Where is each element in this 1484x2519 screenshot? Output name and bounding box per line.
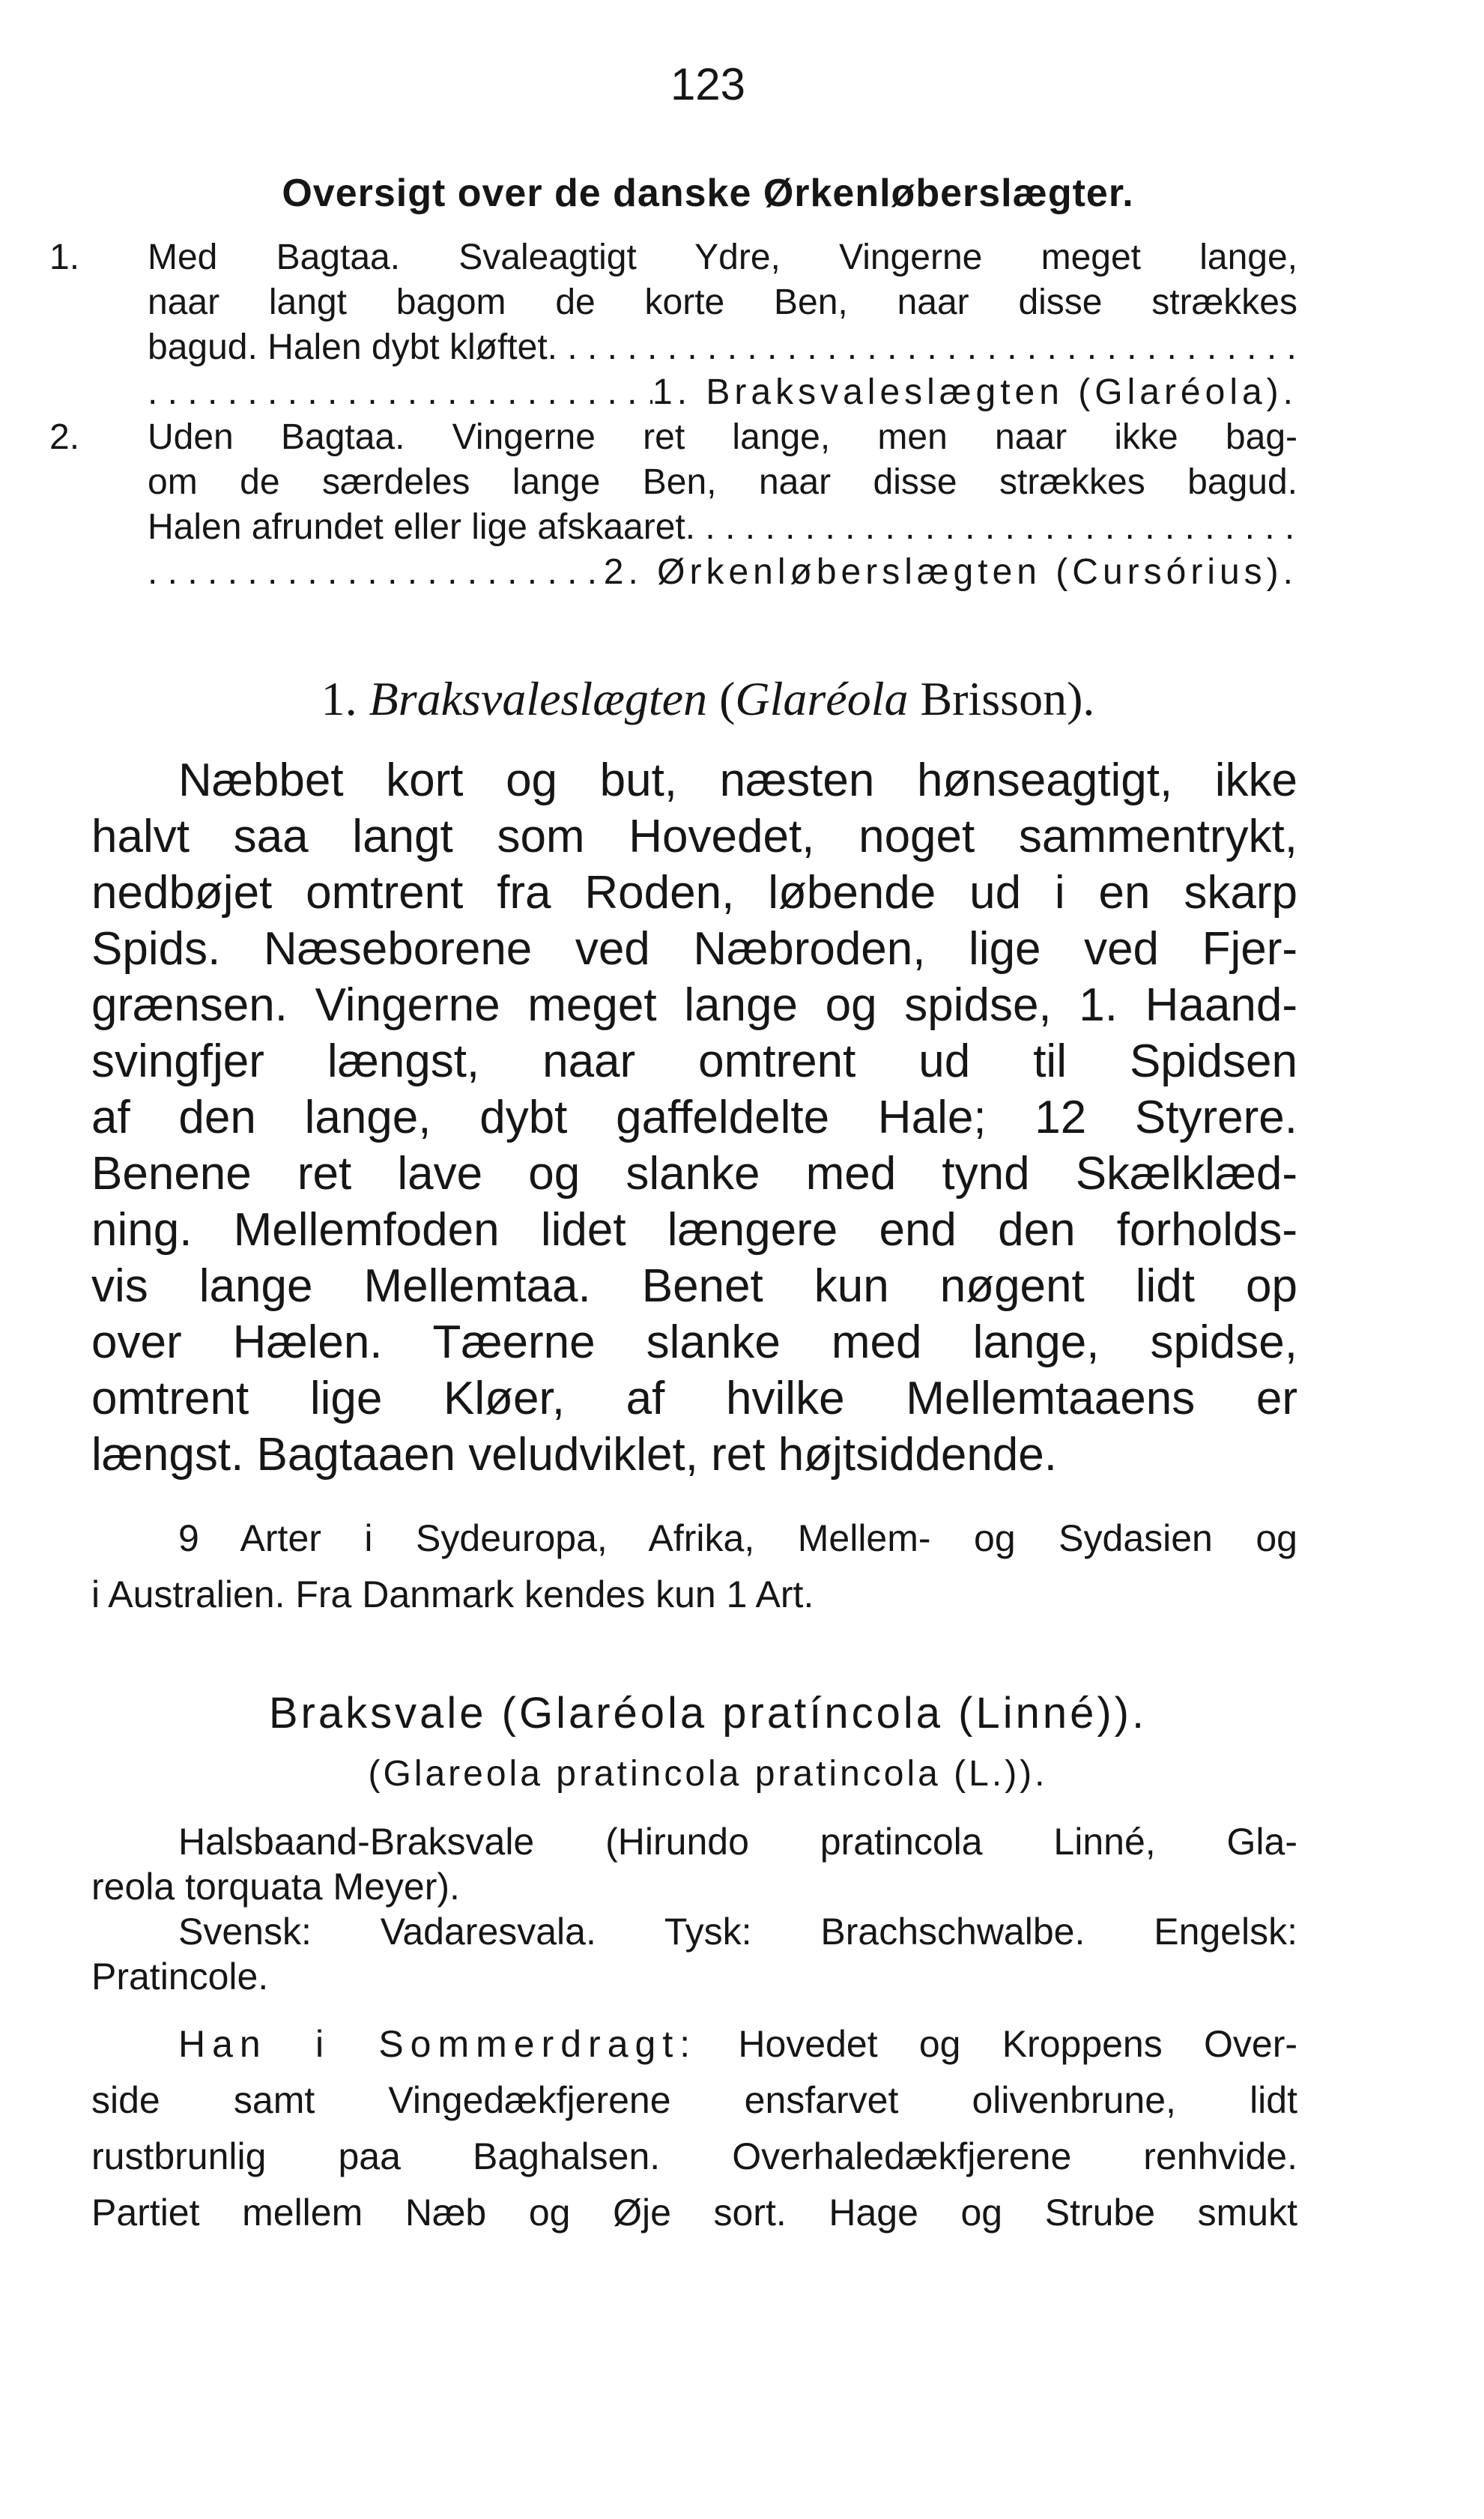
key-item-2-result-line (148, 550, 1297, 595)
summer-plumage-line-4: Partiet mellem Næb og Øje sort. Hage og Strube smukt (91, 2192, 1297, 2234)
description-line-8: Benene ret lave og slanke med tynd Skælklæd- (91, 1148, 1297, 1200)
description-line-12: omtrent lige Kløer, af hvilke Mellemtaaens er (91, 1373, 1297, 1424)
description-line-7: af den lange, dybt gaffeldelte Hale; 12 Styrere. (91, 1092, 1297, 1143)
key-item-2-line-2: om de særdeles lange Ben, naar disse strækkes bagud. (148, 462, 1297, 502)
description-line-10: vis lange Mellemtaa. Benet kun nøgent lidt op (91, 1260, 1297, 1312)
description-line-4: Spids. Næseborene ved Næbroden, lige ved Fjer- (91, 923, 1297, 975)
description-line-9: ning. Mellemfoden lidet længere end den forholds- (91, 1204, 1297, 1256)
species-heading: Braksvale (Glaréola pratíncola (Linné)). (268, 1689, 1148, 1738)
genus-name: Braksvaleslægten (369, 672, 708, 725)
key-item-1-result: 1. Braksvaleslægten (Glaréola). (652, 372, 1297, 412)
key-item-2-result: 2. Ørkenløberslægten (Cursórius). (603, 552, 1297, 592)
page-number: 123 (670, 59, 746, 109)
overview-title: Oversigt over de danske Ørkenløberslægter. (282, 172, 1134, 215)
description-line-2: halvt saa langt som Hovedet, noget sammentrykt, (91, 811, 1297, 862)
description-line-3: nedbøjet omtrent fra Roden, løbende ud i en skarp (91, 867, 1297, 919)
key-item-1-line-3 (148, 325, 1297, 370)
synonym-line-1: Halsbaand-Braksvale (Hirundo pratincola Linné, Gla- (178, 1821, 1297, 1863)
key-item-1-line-2: naar langt bagom de korte Ben, naar disse strækkes (148, 282, 1297, 322)
genus-heading (0, 671, 1416, 728)
key-item-2-line-1: Uden Bagtaa. Vingerne ret lange, men naar ikke bag- (148, 417, 1297, 457)
key-item-1-line-3-text: bagud. Halen dybt kløftet (148, 327, 548, 367)
vernacular-line-1: Svensk: Vadaresvala. Tysk: Brachschwalbe. Engelsk: (178, 1911, 1297, 1953)
description-line-1: Næbbet kort og but, næsten hønseagtigt, ikke (178, 755, 1297, 806)
dot-leader (148, 370, 652, 415)
key-item-2-line-3-text: Halen afrundet eller lige afskaaret (148, 507, 685, 547)
genus-number: 1. (321, 672, 357, 725)
key-item-2-number: 2. (49, 417, 80, 457)
description-line-13: længst. Bagtaaen veludviklet, ret højtsiddende. (91, 1429, 1057, 1481)
summer-plumage-line-3: rustbrunlig paa Baghalsen. Overhaledækfjerene renhvide. (91, 2135, 1297, 2177)
dot-leader (148, 550, 604, 595)
description-line-5: grænsen. Vingerne meget lange og spidse, 1. Haand- (91, 979, 1297, 1031)
dot-leader (685, 505, 1297, 550)
species-subheading: (Glareola pratincola pratincola (L.)). (368, 1754, 1048, 1794)
summer-plumage-line-2: side samt Vingedækfjerene ensfarvet olivenbrune, lidt (91, 2079, 1297, 2121)
genus-paren: ( (719, 672, 736, 725)
distribution-line-1: 9 Arter i Sydeuropa, Afrika, Mellem- og Sydasien og (178, 1517, 1297, 1559)
genus-latin: Glaréola (735, 672, 909, 725)
key-item-1-number: 1. (49, 238, 80, 277)
vernacular-line-2: Pratincole. (91, 1956, 269, 1998)
distribution-line-2: i Australien. Fra Danmark kendes kun 1 Art. (91, 1573, 814, 1615)
summer-plumage-line-1 (178, 2021, 1297, 2066)
summer-plumage-first: Hovedet og Kroppens Over- (738, 2023, 1297, 2065)
key-item-1-result-line (148, 370, 1297, 415)
genus-author: Brisson). (920, 672, 1095, 725)
summer-plumage-label: Han i Sommerdragt: (178, 2023, 697, 2065)
description-line-11: over Hælen. Tæerne slanke med lange, spidse, (91, 1316, 1297, 1368)
description-line-6: svingfjer længst, naar omtrent ud til Spidsen (91, 1035, 1297, 1087)
key-item-2-line-3 (148, 505, 1297, 550)
synonym-line-2: reola torquata Meyer). (91, 1866, 460, 1908)
key-item-1-line-1: Med Bagtaa. Svaleagtigt Ydre, Vingerne meget lange, (148, 238, 1297, 277)
dot-leader (548, 325, 1297, 370)
